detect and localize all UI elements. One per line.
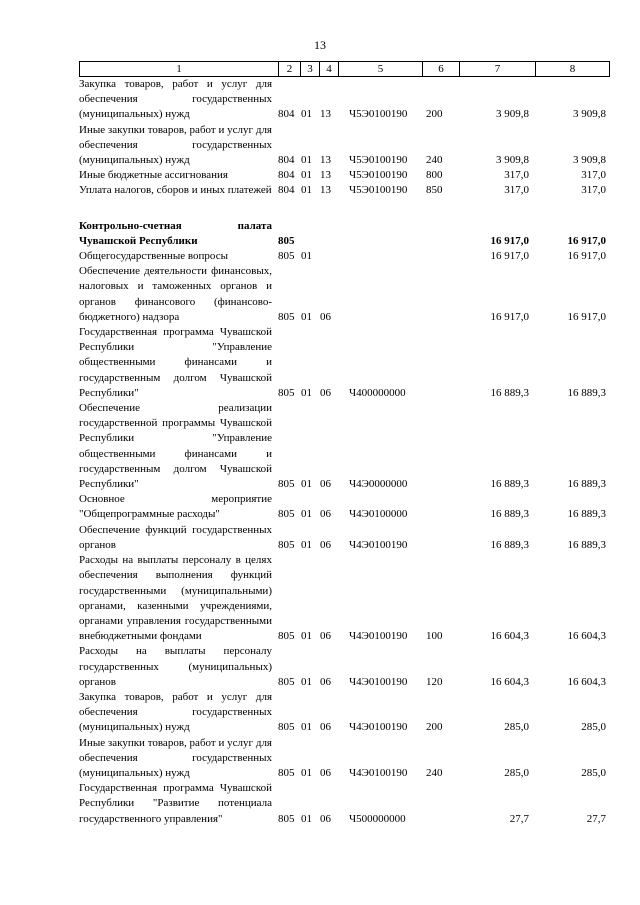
row-ved: 805 [278, 675, 295, 688]
table-header [79, 61, 610, 77]
row-v8: 16 604,3 [567, 675, 606, 688]
row-rz: 01 [301, 310, 312, 323]
row-csr: Ч400000000 [349, 386, 406, 399]
row-v8: 16 604,3 [567, 630, 606, 643]
row-ved: 805 [278, 250, 295, 263]
row-v7: 16 889,3 [490, 538, 529, 551]
row-rz: 01 [301, 108, 312, 121]
table-row [79, 690, 608, 736]
row-description: Общегосударственные вопросы [79, 250, 228, 263]
row-pr: 06 [320, 812, 331, 825]
row-v7: 16 604,3 [490, 675, 529, 688]
row-description: Основное мероприятие "Общепрограммные расходы" [79, 493, 272, 521]
row-csr: Ч4Э0100000 [349, 508, 408, 521]
row-v7: 285,0 [504, 721, 529, 734]
row-vr: 120 [426, 675, 443, 688]
row-v8: 27,7 [586, 812, 606, 825]
row-rz: 01 [301, 184, 312, 197]
row-rz: 01 [301, 538, 312, 551]
row-v8: 285,0 [581, 721, 606, 734]
row-pr: 06 [320, 386, 331, 399]
row-pr: 06 [320, 538, 331, 551]
header-col-2: 2 [279, 62, 301, 76]
row-pr: 13 [320, 169, 331, 182]
header-col-8: 8 [569, 63, 576, 75]
row-rz: 01 [301, 675, 312, 688]
row-v8: 16 917,0 [567, 234, 606, 247]
row-csr: Ч4Э0100190 [349, 721, 408, 734]
row-description: Обеспечение функций государственных органов [79, 523, 272, 551]
row-spacer [79, 199, 608, 219]
row-description: Обеспечение реализации государственной программы Чувашской Республики "Управление общественными финансами и государственным долгом Чувашской Республики" [79, 402, 272, 491]
row-ved: 805 [278, 538, 295, 551]
row-v7: 285,0 [504, 766, 529, 779]
row-v8: 16 889,3 [567, 508, 606, 521]
row-ved: 805 [278, 310, 295, 323]
row-pr: 06 [320, 478, 331, 491]
row-ved: 805 [278, 766, 295, 779]
row-v8: 16 917,0 [567, 310, 606, 323]
row-v7: 16 917,0 [490, 234, 529, 247]
row-description: Закупка товаров, работ и услуг для обеспечения государственных (муниципальных) нужд [79, 690, 272, 734]
row-v8: 285,0 [581, 766, 606, 779]
row-ved: 804 [278, 169, 295, 182]
row-rz: 01 [301, 386, 312, 399]
row-csr: Ч5Э0100190 [349, 169, 408, 182]
row-vr: 240 [426, 766, 443, 779]
table-row [79, 219, 608, 249]
row-rz: 01 [301, 812, 312, 825]
table-row [79, 401, 608, 492]
row-description: Иные закупки товаров, работ и услуг для обеспечения государственных (муниципальных) нужд [79, 123, 272, 167]
row-ved: 805 [278, 721, 295, 734]
table-row [79, 781, 608, 827]
row-v7: 16 889,3 [490, 508, 529, 521]
row-csr: Ч4Э0100190 [349, 630, 408, 643]
row-ved: 804 [278, 184, 295, 197]
row-pr: 06 [320, 721, 331, 734]
row-csr: Ч500000000 [349, 812, 406, 825]
row-ved: 805 [278, 630, 295, 643]
row-pr: 06 [320, 766, 331, 779]
row-pr: 06 [320, 310, 331, 323]
row-ved: 804 [278, 108, 295, 121]
table-row [79, 553, 608, 644]
row-csr: Ч4Э0000000 [349, 478, 408, 491]
row-v8: 3 909,8 [573, 154, 606, 167]
row-rz: 01 [301, 250, 312, 263]
table-row [79, 183, 608, 198]
row-ved: 805 [278, 478, 295, 491]
header-col-5: 5 [339, 62, 423, 76]
row-vr: 800 [426, 169, 443, 182]
row-v7: 3 909,8 [496, 108, 529, 121]
row-csr: Ч4Э0100190 [349, 766, 408, 779]
row-pr: 06 [320, 630, 331, 643]
row-description: Закупка товаров, работ и услуг для обеспечения государственных (муниципальных) нужд [79, 78, 272, 121]
page-number: 13 [314, 38, 326, 52]
row-vr: 100 [426, 630, 443, 643]
row-description: Иные закупки товаров, работ и услуг для обеспечения государственных (муниципальных) нужд [79, 736, 272, 779]
header-col-6: 6 [423, 62, 460, 76]
row-v7: 16 917,0 [490, 310, 529, 323]
row-pr: 13 [320, 184, 331, 197]
row-v8: 16 889,3 [567, 478, 606, 491]
row-rz: 01 [301, 630, 312, 643]
row-ved: 805 [278, 234, 295, 247]
row-v8: 317,0 [581, 184, 606, 197]
table-row [79, 264, 608, 325]
row-v8: 16 917,0 [567, 250, 606, 263]
row-v7: 16 889,3 [490, 478, 529, 491]
table-row [79, 168, 608, 183]
row-rz: 01 [301, 478, 312, 491]
row-ved: 805 [278, 386, 295, 399]
row-csr: Ч4Э0100190 [349, 538, 408, 551]
budget-table [79, 77, 608, 827]
row-vr: 200 [426, 721, 443, 734]
row-csr: Ч5Э0100190 [349, 184, 408, 197]
row-v7: 3 909,8 [496, 154, 529, 167]
row-v7: 27,7 [509, 812, 529, 825]
row-v7: 16 604,3 [490, 630, 529, 643]
row-description: Государственная программа Чувашской Республики "Управление общественными финансами и государственным долгом Чувашской Республики" [79, 326, 272, 399]
row-description: Уплата налогов, сборов и иных платежей [79, 184, 272, 197]
row-csr: Ч5Э0100190 [349, 154, 408, 167]
row-v7: 16 917,0 [490, 250, 529, 263]
header-col-3: 3 [301, 62, 320, 76]
row-rz: 01 [301, 766, 312, 779]
table-row [79, 523, 608, 553]
row-v8: 16 889,3 [567, 538, 606, 551]
row-vr: 200 [426, 108, 443, 121]
row-csr: Ч5Э0100190 [349, 108, 408, 121]
row-description: Расходы на выплаты персоналу государственных (муниципальных) органов [79, 645, 272, 688]
row-v8: 16 889,3 [567, 386, 606, 399]
row-description: Государственная программа Чувашской Республики "Развитие потенциала государственного управления" [79, 782, 272, 825]
row-rz: 01 [301, 508, 312, 521]
row-pr: 13 [320, 154, 331, 167]
row-description: Иные бюджетные ассигнования [79, 169, 228, 182]
row-rz: 01 [301, 154, 312, 167]
table-row [79, 644, 608, 690]
row-v8: 317,0 [581, 169, 606, 182]
row-vr: 240 [426, 154, 443, 167]
row-description: Обеспечение деятельности финансовых, налоговых и таможенных органов и органов финансового (финансово-бюджетного) надзора [79, 265, 272, 323]
row-pr: 06 [320, 675, 331, 688]
row-v7: 16 889,3 [490, 386, 529, 399]
row-rz: 01 [301, 169, 312, 182]
row-v8: 3 909,8 [573, 108, 606, 121]
row-v7: 317,0 [504, 169, 529, 182]
table-row [79, 492, 608, 522]
row-ved: 804 [278, 154, 295, 167]
table-row [79, 736, 608, 782]
header-col-1: 1 [80, 62, 279, 76]
row-ved: 805 [278, 508, 295, 521]
row-pr: 13 [320, 108, 331, 121]
row-description: Контрольно-счетная палата Чувашской Республики [79, 219, 272, 247]
row-rz: 01 [301, 721, 312, 734]
row-ved: 805 [278, 812, 295, 825]
table-row [79, 325, 608, 401]
row-pr: 06 [320, 508, 331, 521]
row-csr: Ч4Э0100190 [349, 675, 408, 688]
row-vr: 850 [426, 184, 443, 197]
header-col-7: 7 [460, 62, 536, 76]
header-col-4: 4 [320, 62, 339, 76]
table-row [79, 123, 608, 169]
row-description: Расходы на выплаты персоналу в целях обеспечения выполнения функций государственными (муниципальными) органами, казенными учреждениями, органами управления государственными внебюджетными фондами [79, 554, 272, 643]
row-v7: 317,0 [504, 184, 529, 197]
table-row [79, 77, 608, 123]
table-row [79, 249, 608, 264]
